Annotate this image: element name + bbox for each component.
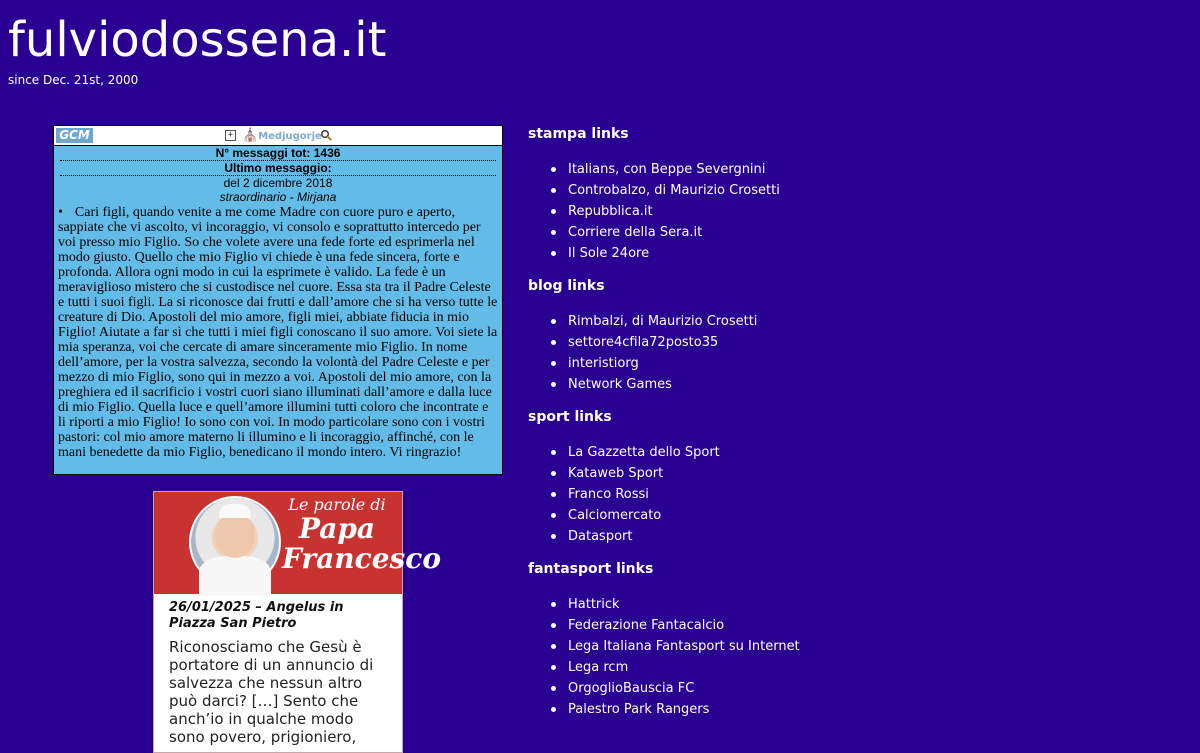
site-since: since Dec. 21st, 2000: [8, 73, 139, 87]
link-item: [528, 615, 928, 636]
medjugorje-logo[interactable]: [242, 127, 322, 144]
link-item: [528, 657, 928, 678]
link-item: [528, 222, 928, 243]
bullet: •: [58, 205, 63, 220]
external-link[interactable]: Kataweb Sport: [568, 466, 664, 481]
link-list: [528, 442, 928, 547]
medjugorje-brand: Medjugorje: [258, 131, 322, 142]
links-section: [528, 276, 928, 395]
external-link[interactable]: Federazione Fantacalcio: [568, 618, 725, 633]
link-item: [528, 374, 928, 395]
papa-headline[interactable]: 26/01/2025 – Angelus in Piazza San Pietro: [169, 600, 344, 631]
link-item: [528, 180, 928, 201]
section-title: fantasport links: [528, 561, 654, 577]
link-list: [528, 311, 928, 395]
link-item: [528, 353, 928, 374]
links-section: [528, 407, 928, 547]
message-text: [58, 205, 498, 460]
external-link[interactable]: interistiorg: [568, 356, 639, 371]
gcm-logo[interactable]: GCM: [56, 128, 93, 143]
link-item: [528, 442, 928, 463]
external-link[interactable]: Network Games: [568, 377, 672, 392]
external-link[interactable]: Italians, con Beppe Severgnini: [568, 162, 766, 177]
link-item: [528, 678, 928, 699]
link-item: [528, 311, 928, 332]
link-item: [528, 636, 928, 657]
links-section: [528, 559, 928, 720]
external-link[interactable]: Corriere della Sera.it: [568, 225, 703, 240]
banner-title-line2: Francesco: [282, 542, 441, 575]
pope-portrait-image: [189, 496, 281, 588]
link-item: [528, 159, 928, 180]
external-link[interactable]: Calciomercato: [568, 508, 662, 523]
section-title: blog links: [528, 278, 605, 294]
last-message-date: del 2 dicembre 2018: [223, 176, 333, 190]
link-item: [528, 463, 928, 484]
section-title: stampa links: [528, 126, 629, 142]
external-link[interactable]: OrgoglioBauscia FC: [568, 681, 695, 696]
link-item: [528, 594, 928, 615]
external-link[interactable]: Hattrick: [568, 597, 620, 612]
banner-subtitle: Le parole di: [288, 495, 386, 514]
links-column: [528, 124, 928, 720]
messages-total: N° messaggi tot: 1436: [215, 146, 341, 160]
papa-banner[interactable]: [154, 492, 441, 594]
external-link[interactable]: Il Sole 24ore: [568, 246, 650, 261]
link-item: [528, 201, 928, 222]
external-link[interactable]: Rimbalzi, di Maurizio Crosetti: [568, 314, 758, 329]
link-item: [528, 505, 928, 526]
external-link[interactable]: La Gazzetta dello Sport: [568, 445, 720, 460]
link-item: [528, 332, 928, 353]
external-link[interactable]: Lega rcm: [568, 660, 629, 675]
widget-toolbar: [54, 126, 502, 146]
madonna-figure-icon: ⛪: [242, 128, 259, 143]
link-item: [528, 484, 928, 505]
external-link[interactable]: Palestro Park Rangers: [568, 702, 710, 717]
search-icon[interactable]: [320, 129, 332, 141]
links-section: [528, 124, 928, 264]
external-link[interactable]: settore4cfila72posto35: [568, 335, 719, 350]
expand-icon[interactable]: +: [225, 130, 236, 141]
papa-francesco-box[interactable]: [153, 491, 441, 753]
banner-title-line1: Papa: [298, 512, 376, 545]
external-link[interactable]: Controbalzo, di Maurizio Crosetti: [568, 183, 780, 198]
section-title: sport links: [528, 409, 612, 425]
last-message-label: Ultimo messaggio:: [224, 161, 332, 175]
link-item: [528, 526, 928, 547]
external-link[interactable]: Datasport: [568, 529, 633, 544]
link-item: [528, 699, 928, 720]
external-link[interactable]: Repubblica.it: [568, 204, 653, 219]
link-item: [528, 243, 928, 264]
last-message-type: straordinario - Mirjana: [219, 190, 337, 204]
papa-banner-text: [282, 495, 441, 575]
papa-excerpt: Riconosciamo che Gesù è portatore di un annuncio di salvezza che nessun altro può darci? […] Sento che anch’io in qualche modo sono povero, prigioniero,: [169, 638, 374, 746]
external-link[interactable]: Franco Rossi: [568, 487, 649, 502]
external-link[interactable]: Lega Italiana Fantasport su Internet: [568, 639, 800, 654]
medjugorje-widget: [53, 125, 503, 475]
link-list: [528, 594, 928, 720]
site-title: fulviodossena.it: [8, 12, 387, 68]
message-body: Cari figli, quando venite a me come Madre con cuore puro e aperto, sappiate che vi ascolto, vi incoraggio, vi consolo e soprattutto intercedo per voi presso mio Figlio. So che volete avere una fede forte ed esprimerla nel modo giusto. Quello che mio Figlio vi chiede è una fede sincera, forte e profonda. Allora ogni modo in cui la esprimete è valido. La fede è un meraviglioso mistero che si custodisce nel cuore. Essa sta tra il Padre Celeste e tutti i suoi figli. La si riconosce dai frutti e dall’amore che si ha verso tutte le creature di Dio. Apostoli del mio amore, figli miei, abbiate fiducia in mio Figlio! Aiutate a far sì che tutti i miei figli conoscano il suo amore. Voi siete la mia speranza, voi che cercate di amare sinceramente mio Figlio. In nome dell’amore, per la vostra salvezza, secondo la volontà del Padre Celeste e per mezzo di mio Figlio, sono qui in mezzo a voi. Apostoli del mio amore, con la preghiera ed il sacrificio i vostri cuori siano illuminati dall’amore e dalla luce di mio Figlio. Quella luce e quell’amore illumini tutti coloro che incontrate e li riporti a mio Figlio! Io sono con voi. In modo particolare sono con i vostri pastori: col mio amore materno li illumino e li incoraggio, affinché, con le mani benedette da mio Figlio, benedicano il mondo intero. Vi ringrazio!: [58, 205, 498, 460]
link-list: [528, 159, 928, 264]
